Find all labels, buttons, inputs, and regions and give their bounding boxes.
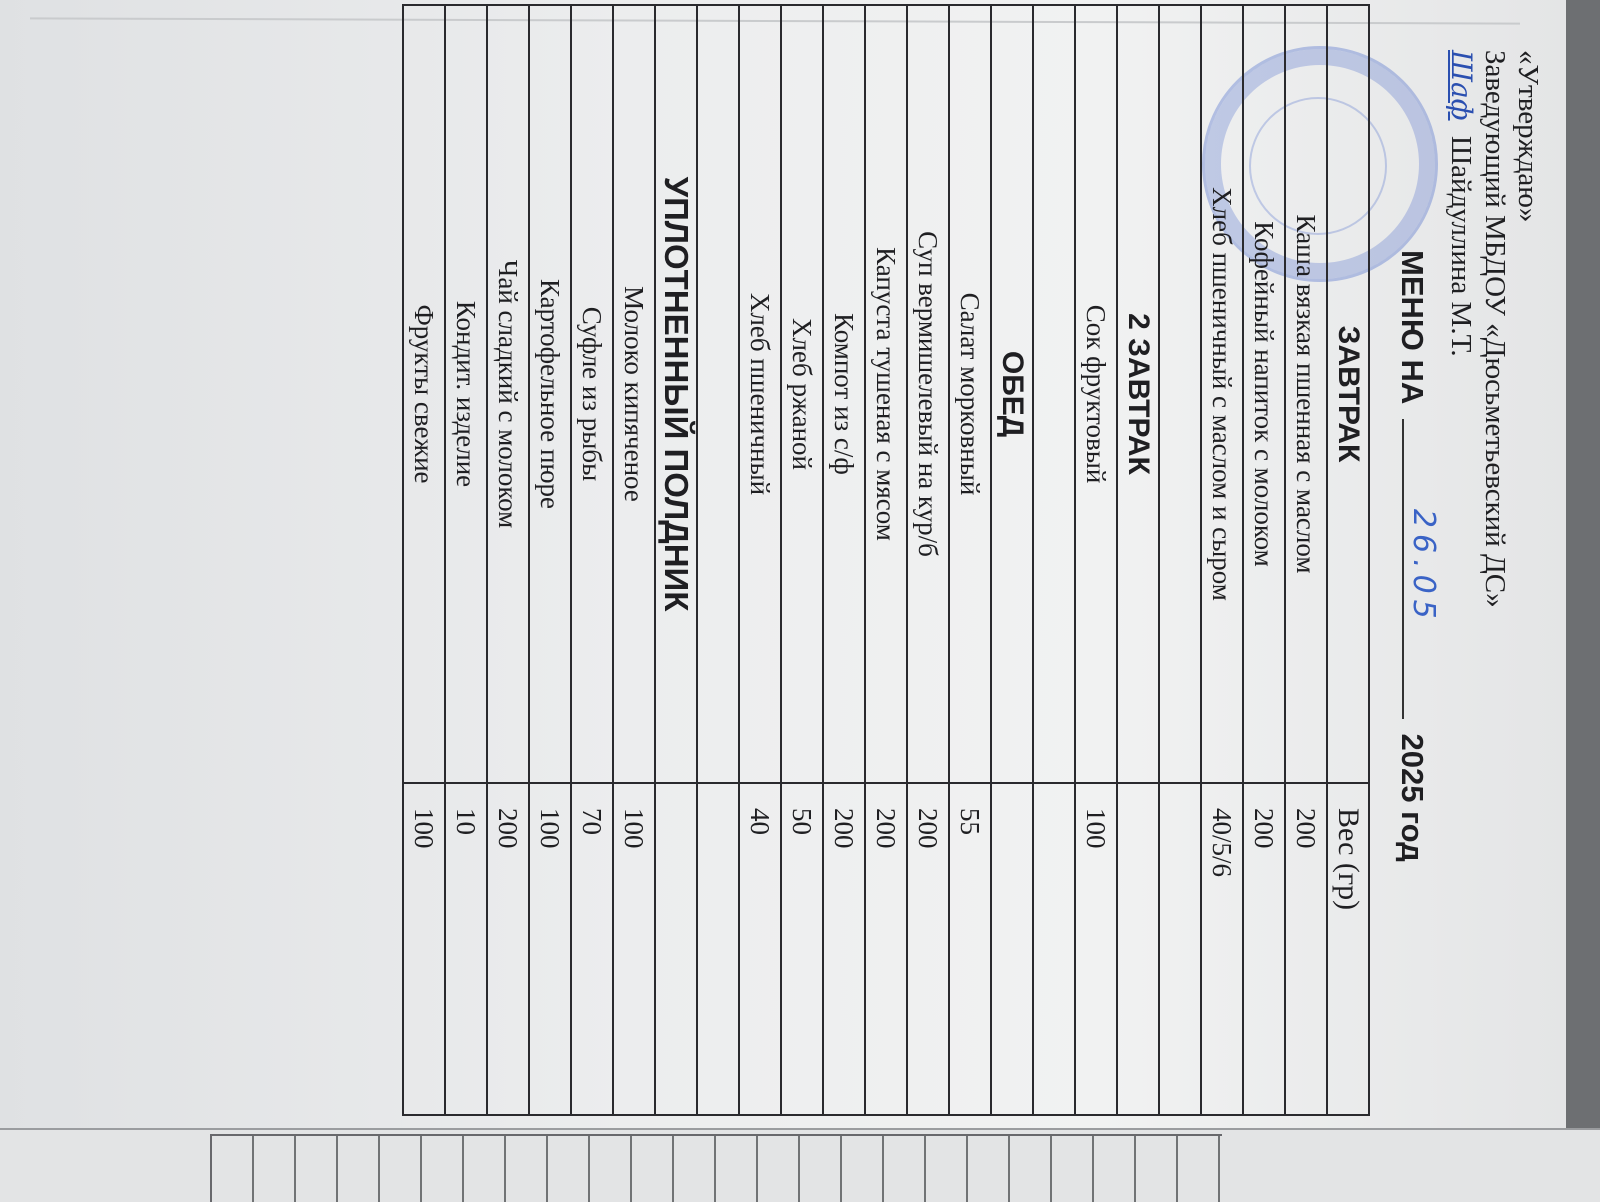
dish-weight: 55: [949, 783, 991, 1115]
dish-weight: 40: [739, 783, 781, 1115]
dish-name: [1033, 5, 1075, 783]
header-weight: Вес (гр): [1327, 783, 1369, 1115]
next-sheet-table-edge: [210, 1134, 1222, 1202]
table-row: [1159, 5, 1201, 1115]
table-row: [529, 5, 571, 1115]
approval-line-2: Заведующий МБДОУ «Дюсьметьевский ДС»: [1479, 50, 1511, 608]
dish-weight: 200: [1285, 783, 1327, 1115]
table-row: [697, 5, 739, 1115]
dish-weight: [1033, 783, 1075, 1115]
dish-name: Фрукты свежие: [403, 5, 445, 783]
table-row: [781, 5, 823, 1115]
approval-block: [1444, 50, 1544, 810]
table-row: [571, 5, 613, 1115]
dish-name: Капуста тушеная с мясом: [865, 5, 907, 783]
approval-line-1: «Утверждаю»: [1512, 50, 1544, 223]
table-row: [949, 5, 991, 1115]
table-row: [445, 5, 487, 1115]
table-row: [403, 5, 445, 1115]
approval-line-3: [1444, 50, 1478, 810]
page-title: [1394, 250, 1441, 890]
title-suffix: 2025 год: [1395, 733, 1430, 862]
dish-name: Суп вермишелевый на кур/б: [907, 5, 949, 783]
table-row: [1201, 5, 1243, 1115]
table-row: [739, 5, 781, 1115]
dish-name: Хлеб пшеничный с маслом и сыром: [1201, 5, 1243, 783]
handwritten-date: 26.05: [1406, 508, 1441, 625]
dish-weight: 10: [445, 783, 487, 1115]
dish-name: ОБЕД: [991, 5, 1033, 783]
dish-weight: 100: [613, 783, 655, 1115]
dish-weight: 200: [907, 783, 949, 1115]
table-row: [1285, 5, 1327, 1115]
dish-name: Компот из с/ф: [823, 5, 865, 783]
dish-weight: 200: [865, 783, 907, 1115]
signature: Шаф: [1445, 50, 1478, 121]
dish-weight: [991, 783, 1033, 1115]
approver-name: Шайдуллина М.Т.: [1445, 135, 1477, 357]
dish-name: Молоко кипяченое: [613, 5, 655, 783]
table-row: [865, 5, 907, 1115]
table-row: [655, 5, 697, 1115]
dish-weight: [697, 783, 739, 1115]
dish-name: УПЛОТНЕННЫЙ ПОЛДНИК: [655, 5, 697, 783]
date-blank: [1402, 419, 1441, 719]
dish-name: Салат морковный: [949, 5, 991, 783]
dish-name: Хлеб ржаной: [781, 5, 823, 783]
table-row: [487, 5, 529, 1115]
dish-weight: 100: [1075, 783, 1117, 1115]
table-header-row: [1327, 5, 1369, 1115]
header-meal: ЗАВТРАК: [1327, 5, 1369, 783]
table-row: [1243, 5, 1285, 1115]
dish-name: Картофельное пюре: [529, 5, 571, 783]
dish-name: Чай сладкий с молоком: [487, 5, 529, 783]
dish-weight: 100: [529, 783, 571, 1115]
dish-name: Кофейный напиток с молоком: [1243, 5, 1285, 783]
dish-weight: 200: [487, 783, 529, 1115]
dish-name: Хлеб пшеничный: [739, 5, 781, 783]
table-row: [613, 5, 655, 1115]
dish-weight: 50: [781, 783, 823, 1115]
dish-weight: 200: [1243, 783, 1285, 1115]
table-row: [991, 5, 1033, 1115]
dish-name: Кондит. изделие: [445, 5, 487, 783]
dish-weight: 40/5/6: [1201, 783, 1243, 1115]
dish-weight: 200: [823, 783, 865, 1115]
table-row: [907, 5, 949, 1115]
dish-weight: [655, 783, 697, 1115]
table-row: [1075, 5, 1117, 1115]
dish-name: Суфле из рыбы: [571, 5, 613, 783]
dish-name: [1159, 5, 1201, 783]
title-prefix: МЕНЮ НА: [1395, 250, 1430, 405]
dish-weight: 100: [403, 783, 445, 1115]
dish-weight: [1117, 783, 1159, 1115]
dish-name: Каша вязкая пшенная с маслом: [1285, 5, 1327, 783]
menu-document: [30, 0, 1570, 1130]
dish-name: Сок фруктовый: [1075, 5, 1117, 783]
table-row: [823, 5, 865, 1115]
dish-name: [697, 5, 739, 783]
dish-weight: [1159, 783, 1201, 1115]
menu-table: [402, 4, 1370, 1116]
dish-weight: 70: [571, 783, 613, 1115]
table-row: [1033, 5, 1075, 1115]
dish-name: 2 ЗАВТРАК: [1117, 5, 1159, 783]
table-row: [1117, 5, 1159, 1115]
